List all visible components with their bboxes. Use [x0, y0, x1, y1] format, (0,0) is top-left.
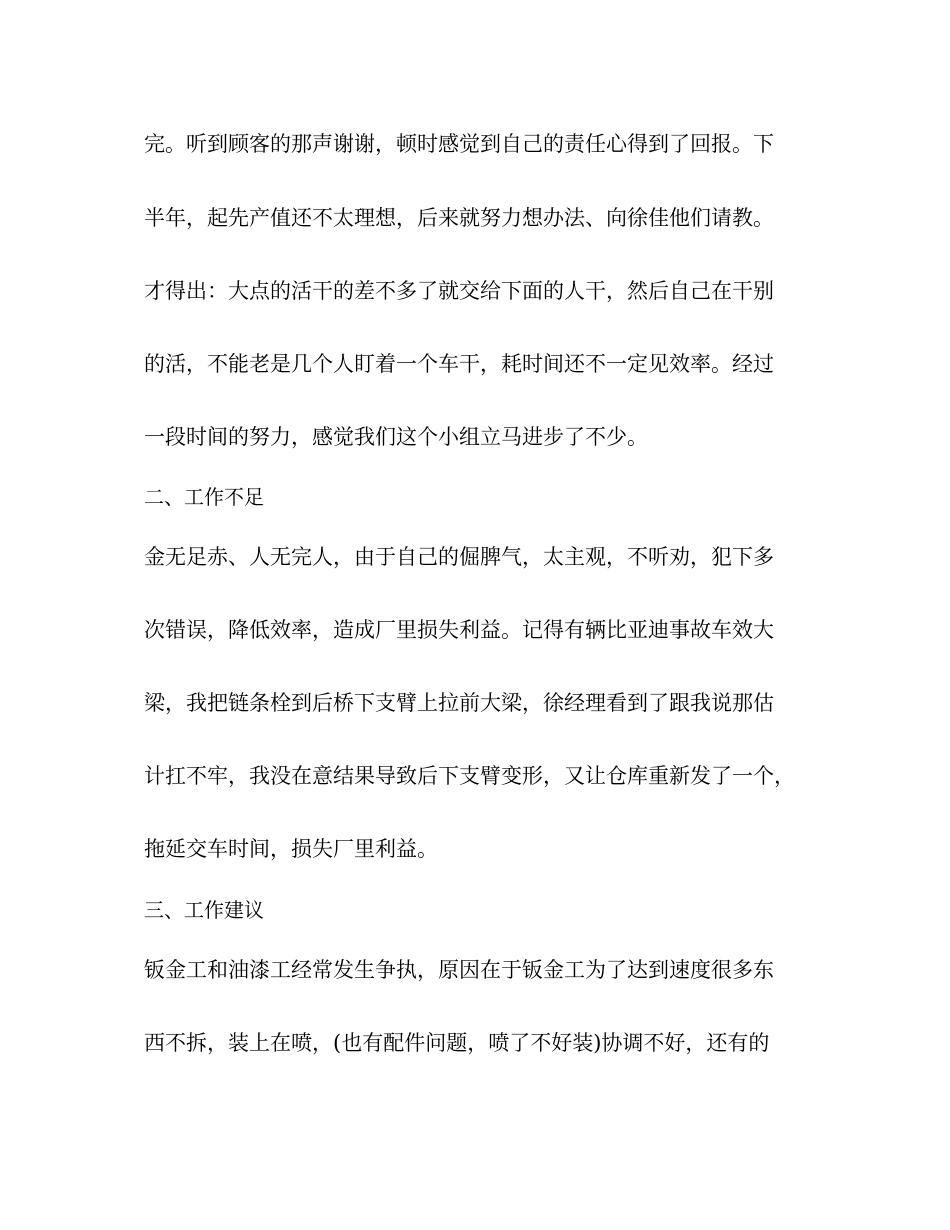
section-heading-work-suggestions: 三、工作建议 — [144, 898, 264, 922]
paragraph-3-line-2: 西不拆，装上在喷，(也有配件问题，喷了不好装)协调不好，还有的 — [144, 1031, 770, 1055]
section-heading-work-shortcomings: 二、工作不足 — [144, 485, 264, 509]
paragraph-3-line-1: 钣金工和油漆工经常发生争执，原因在于钣金工为了达到速度很多东 — [144, 958, 774, 982]
paragraph-1-line-1: 完。听到顾客的那声谢谢，顿时感觉到自己的责任心得到了回报。下 — [144, 132, 774, 156]
paragraph-2-line-5: 拖延交车时间，损失厂里利益。 — [144, 837, 438, 861]
paragraph-2-line-4: 计扛不牢，我没在意结果导致后下支臂变形，又让仓库重新发了一个， — [144, 764, 795, 788]
paragraph-1-line-2: 半年，起先产值还不太理想，后来就努力想办法、向徐佳他们请教。 — [144, 206, 774, 230]
paragraph-1-line-4: 的活，不能老是几个人盯着一个车干，耗时间还不一定见效率。经过 — [144, 352, 774, 376]
paragraph-2-line-1: 金无足赤、人无完人，由于自己的倔脾气，太主观，不听劝，犯下多 — [144, 545, 774, 569]
paragraph-1-line-5: 一段时间的努力，感觉我们这个小组立马进步了不少。 — [144, 425, 648, 449]
paragraph-1-line-3: 才得出：大点的活干的差不多了就交给下面的人干，然后自己在干别 — [144, 279, 774, 303]
paragraph-2-line-3: 梁，我把链条栓到后桥下支臂上拉前大梁，徐经理看到了跟我说那估 — [144, 691, 774, 715]
paragraph-2-line-2: 次错误，降低效率，造成厂里损失利益。记得有辆比亚迪事故车效大 — [144, 618, 774, 642]
